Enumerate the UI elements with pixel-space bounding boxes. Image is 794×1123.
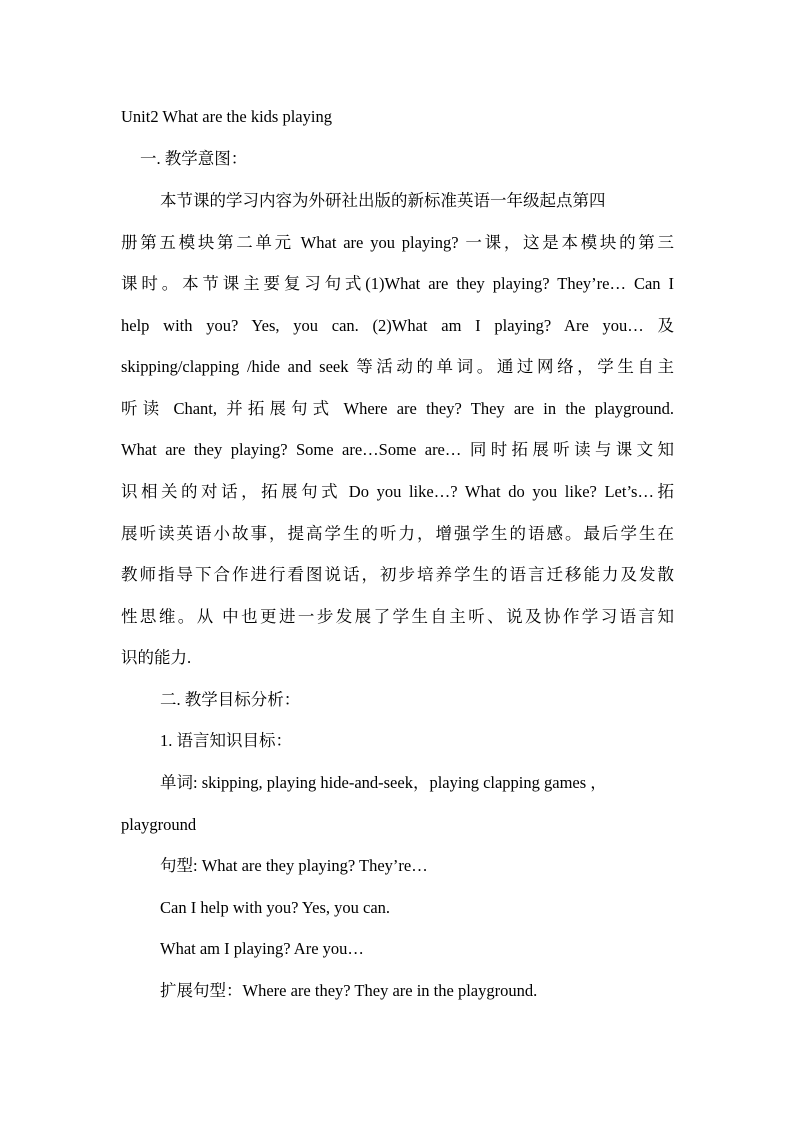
- intro-paragraph-line: 识相关的对话，拓展句式 Do you like…? What do you like? Let’s…拓: [121, 482, 674, 501]
- document-title: Unit2 What are the kids playing: [121, 107, 332, 126]
- intro-paragraph-line: 教师指导下合作进行看图说话，初步培养学生的语言迁移能力及发散: [121, 565, 674, 584]
- intro-paragraph-line: 本节课的学习内容为外研社出版的新标准英语一年级起点第四: [160, 191, 606, 210]
- extended-pattern-line: 扩展句型：Where are they? They are in the playground.: [160, 981, 538, 1000]
- vocabulary-line: playground: [121, 815, 197, 834]
- intro-paragraph-line: help with you? Yes, you can. (2)What am I playing? Are you… 及: [121, 316, 674, 335]
- intro-paragraph-line: skipping/clapping /hide and seek 等活动的单词。通过网络，学生自主: [121, 357, 674, 376]
- intro-paragraph-line: 课时。本节课主要复习句式(1)What are they playing? They’re… Can I: [121, 274, 674, 293]
- intro-paragraph-line: 听读 Chant, 并拓展句式 Where are they? They are in the playground.: [121, 399, 674, 418]
- intro-paragraph-line: 展听读英语小故事，提高学生的听力，增强学生的语感。最后学生在: [121, 524, 674, 543]
- section-heading-teaching-goals: 二. 教学目标分析：: [160, 690, 301, 709]
- vocabulary-line: 单词: skipping, playing hide-and-seek，playing clapping games ，: [160, 773, 607, 792]
- intro-paragraph-line: 识的能力.: [121, 648, 192, 667]
- section-heading-teaching-intent: 一. 教学意图：: [140, 149, 248, 168]
- sentence-pattern-line: 句型: What are they playing? They’re…: [160, 856, 428, 875]
- subsection-heading-language-knowledge: 1. 语言知识目标：: [160, 731, 292, 750]
- intro-paragraph-line: 性思维。从 中也更进一步发展了学生自主听、说及协作学习语言知: [121, 607, 674, 626]
- sentence-pattern-line: What am I playing? Are you…: [160, 939, 364, 958]
- intro-paragraph-line: 册第五模块第二单元 What are you playing? 一课，这是本模块的第三: [121, 233, 674, 252]
- sentence-pattern-line: Can I help with you? Yes, you can.: [160, 898, 391, 917]
- intro-paragraph-line: What are they playing? Some are…Some are… 同时拓展听读与课文知: [121, 440, 674, 459]
